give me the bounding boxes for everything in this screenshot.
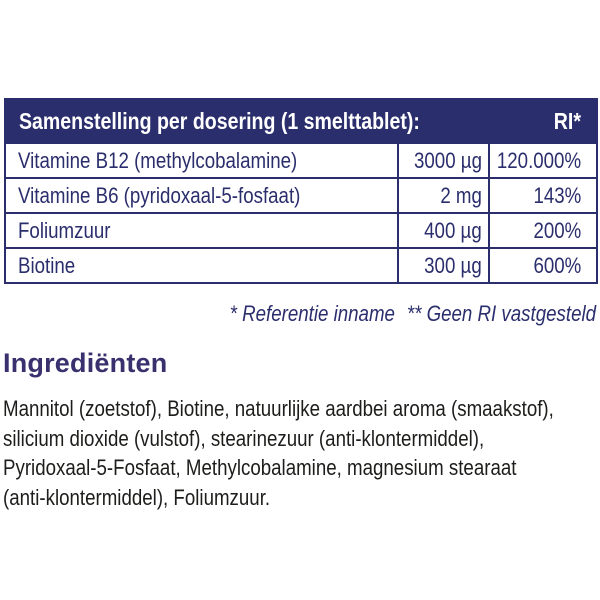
table-row [6,142,596,177]
nutrient-amount: 3000 µg [414,147,482,173]
table-row [6,247,596,282]
nutrient-name: Foliumzuur [18,217,111,243]
footnote-no-ri: ** Geen RI vastgesteld [406,301,596,326]
table-header-row [6,100,596,142]
nutrient-ri: 200% [533,217,581,243]
table-row [6,212,596,247]
footnote-reference-intake: * Referentie inname [229,301,395,326]
ingredients-line: Pyridoxaal-5-Fosfaat, Methylcobalamine, magnesium stearaat [3,455,517,480]
nutrient-name: Vitamine B6 (pyridoxaal-5-fosfaat) [18,182,301,208]
ingredients-line: silicium dioxide (vulstof), stearinezuur (anti-klontermiddel), [3,425,485,451]
nutrient-name: Biotine [18,252,76,278]
ri-column-header: RI* [553,107,581,134]
table-title: Samenstelling per dosering (1 smelttablet): [19,107,420,134]
nutrient-amount: 300 µg [424,252,482,278]
nutrient-amount: 2 mg [440,182,482,208]
nutrient-ri: 600% [533,252,581,278]
table-row [6,177,596,212]
footnote [165,301,596,327]
nutrient-amount: 400 µg [424,217,482,243]
ingredients-line: Mannitol (zoetstof), Biotine, natuurlijke aardbei aroma (smaakstof), [3,396,554,421]
nutrient-ri: 120.000% [496,147,581,173]
composition-table [4,98,598,284]
ingredients-line: (anti-klontermiddel), Foliumzuur. [3,484,271,510]
ingredients-heading: Ingrediënten [3,348,168,378]
ingredients-text [3,394,600,512]
nutrient-ri: 143% [533,182,581,208]
nutrient-name: Vitamine B12 (methylcobalamine) [18,147,298,173]
